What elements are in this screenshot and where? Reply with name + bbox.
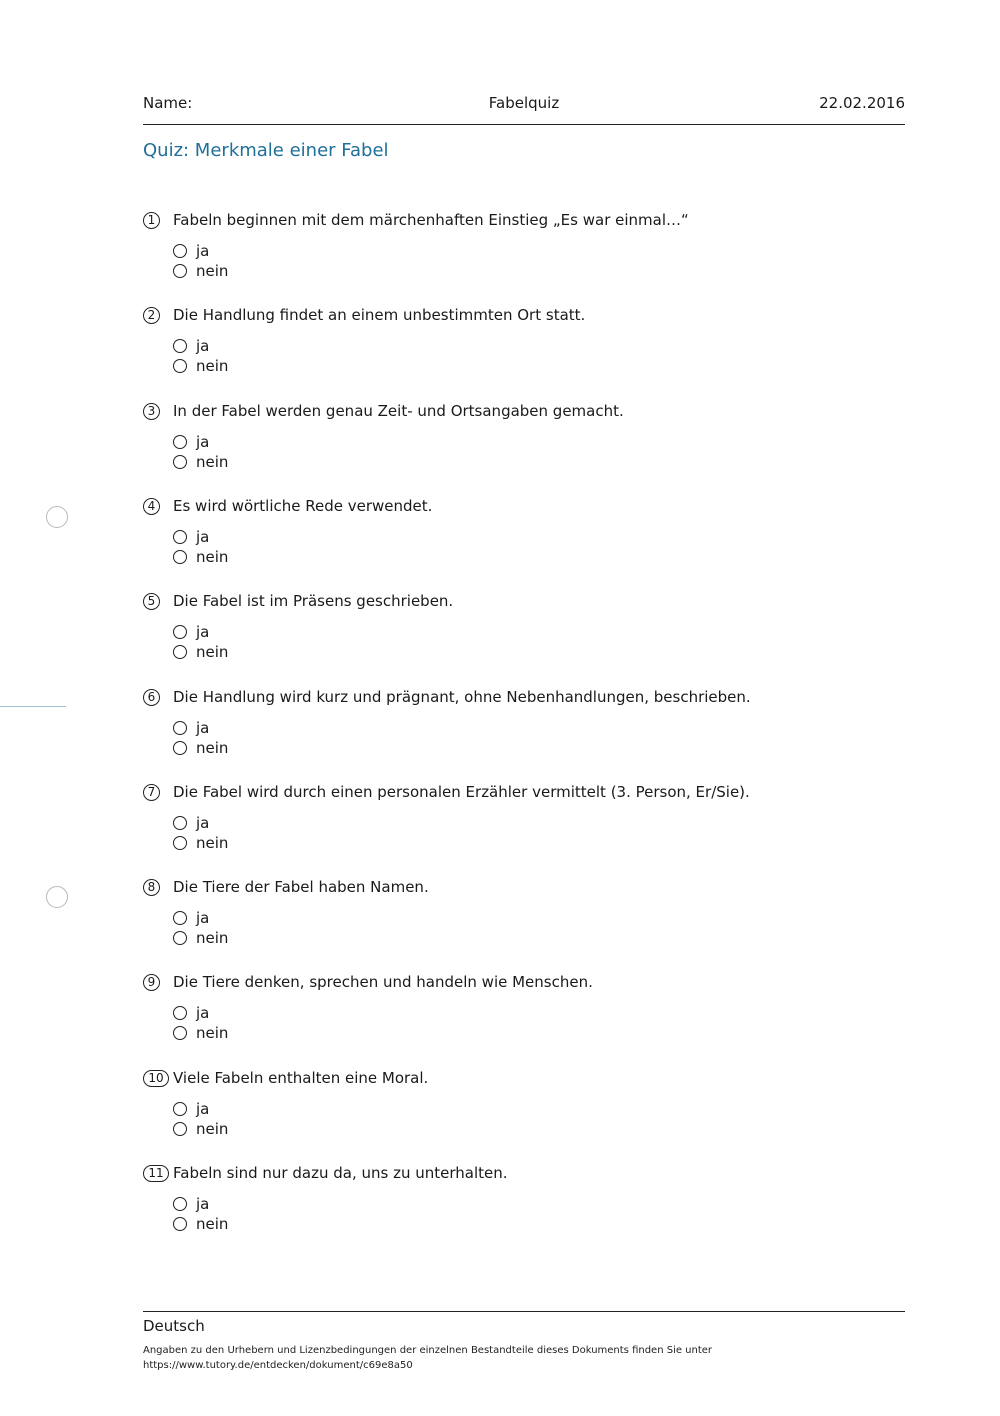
question-text: Es wird wörtliche Rede verwendet. <box>173 497 433 515</box>
question-number-badge: 1 <box>143 212 160 229</box>
header-divider <box>143 124 905 125</box>
footer-divider <box>143 1311 905 1312</box>
radio-button[interactable] <box>173 244 187 258</box>
question-number-badge: 9 <box>143 974 160 991</box>
option-label: ja <box>196 528 210 546</box>
option-label: nein <box>196 739 229 757</box>
option-label: ja <box>196 433 210 451</box>
question-item <box>143 498 905 578</box>
radio-button[interactable] <box>173 1026 187 1040</box>
option-label: ja <box>196 719 210 737</box>
radio-button[interactable] <box>173 931 187 945</box>
option-label: ja <box>196 909 210 927</box>
license-note-text: Angaben zu den Urhebern und Lizenzbedingungen der einzelnen Bestandteile dieses Dokuments finden Sie unter <box>143 1345 713 1356</box>
question-number-badge: 11 <box>143 1165 169 1182</box>
question-text: Die Tiere denken, sprechen und handeln wie Menschen. <box>173 973 593 991</box>
question-item <box>143 593 905 673</box>
footer-subject: Deutsch <box>143 1317 205 1335</box>
option-label: nein <box>196 453 229 471</box>
radio-button[interactable] <box>173 359 187 373</box>
question-text: Die Handlung wird kurz und prägnant, ohne Nebenhandlungen, beschrieben. <box>173 688 751 706</box>
radio-button[interactable] <box>173 1197 187 1211</box>
punch-hole-mark-top <box>46 506 68 528</box>
question-text: Fabeln sind nur dazu da, uns zu unterhalten. <box>173 1164 508 1182</box>
radio-button[interactable] <box>173 625 187 639</box>
option-label: nein <box>196 1024 229 1042</box>
option-label: nein <box>196 643 229 661</box>
radio-button[interactable] <box>173 1006 187 1020</box>
option-label: ja <box>196 337 210 355</box>
question-text: Die Tiere der Fabel haben Namen. <box>173 878 429 896</box>
option-label: ja <box>196 1195 210 1213</box>
option-label: nein <box>196 1215 229 1233</box>
question-number-badge: 8 <box>143 879 160 896</box>
radio-button[interactable] <box>173 1122 187 1136</box>
question-item <box>143 784 905 864</box>
question-number-badge: 2 <box>143 307 160 324</box>
radio-button[interactable] <box>173 530 187 544</box>
question-item <box>143 879 905 959</box>
footer-license-note <box>143 1344 903 1373</box>
radio-button[interactable] <box>173 1217 187 1231</box>
punch-hole-mark-bottom <box>46 886 68 908</box>
quiz-title: Quiz: Merkmale einer Fabel <box>143 140 389 161</box>
option-label: nein <box>196 262 229 280</box>
license-note-link[interactable]: https://www.tutory.de/entdecken/dokument/c69e8a50 <box>143 1359 413 1371</box>
radio-button[interactable] <box>173 816 187 830</box>
question-text: Die Fabel wird durch einen personalen Erzähler vermittelt (3. Person, Er/Sie). <box>173 783 750 801</box>
radio-button[interactable] <box>173 339 187 353</box>
question-item <box>143 1070 905 1150</box>
option-label: nein <box>196 929 229 947</box>
radio-button[interactable] <box>173 645 187 659</box>
option-label: ja <box>196 242 210 260</box>
fold-mark <box>0 706 66 707</box>
option-label: ja <box>196 623 210 641</box>
document-date: 22.02.2016 <box>819 94 905 112</box>
question-item <box>143 403 905 483</box>
page-header <box>143 94 905 116</box>
radio-button[interactable] <box>173 911 187 925</box>
question-item <box>143 974 905 1054</box>
radio-button[interactable] <box>173 550 187 564</box>
option-label: ja <box>196 1100 210 1118</box>
radio-button[interactable] <box>173 741 187 755</box>
question-text: In der Fabel werden genau Zeit- und Ortsangaben gemacht. <box>173 402 624 420</box>
question-item <box>143 689 905 769</box>
question-text: Die Handlung findet an einem unbestimmten Ort statt. <box>173 306 586 324</box>
radio-button[interactable] <box>173 435 187 449</box>
question-text: Viele Fabeln enthalten eine Moral. <box>173 1069 429 1087</box>
question-number-badge: 6 <box>143 689 160 706</box>
question-number-badge: 5 <box>143 593 160 610</box>
option-label: ja <box>196 814 210 832</box>
option-label: nein <box>196 548 229 566</box>
question-number-badge: 10 <box>143 1070 169 1087</box>
question-item <box>143 1165 905 1245</box>
radio-button[interactable] <box>173 1102 187 1116</box>
option-label: nein <box>196 1120 229 1138</box>
option-label: nein <box>196 834 229 852</box>
question-number-badge: 7 <box>143 784 160 801</box>
question-number-badge: 3 <box>143 403 160 420</box>
radio-button[interactable] <box>173 455 187 469</box>
radio-button[interactable] <box>173 721 187 735</box>
option-label: ja <box>196 1004 210 1022</box>
question-item <box>143 307 905 387</box>
document-title: Fabelquiz <box>488 94 560 112</box>
option-label: nein <box>196 357 229 375</box>
radio-button[interactable] <box>173 264 187 278</box>
question-text: Fabeln beginnen mit dem märchenhaften Einstieg „Es war einmal…“ <box>173 211 689 229</box>
name-label: Name: <box>143 94 193 112</box>
radio-button[interactable] <box>173 836 187 850</box>
question-number-badge: 4 <box>143 498 160 515</box>
question-item <box>143 212 905 292</box>
question-text: Die Fabel ist im Präsens geschrieben. <box>173 592 454 610</box>
